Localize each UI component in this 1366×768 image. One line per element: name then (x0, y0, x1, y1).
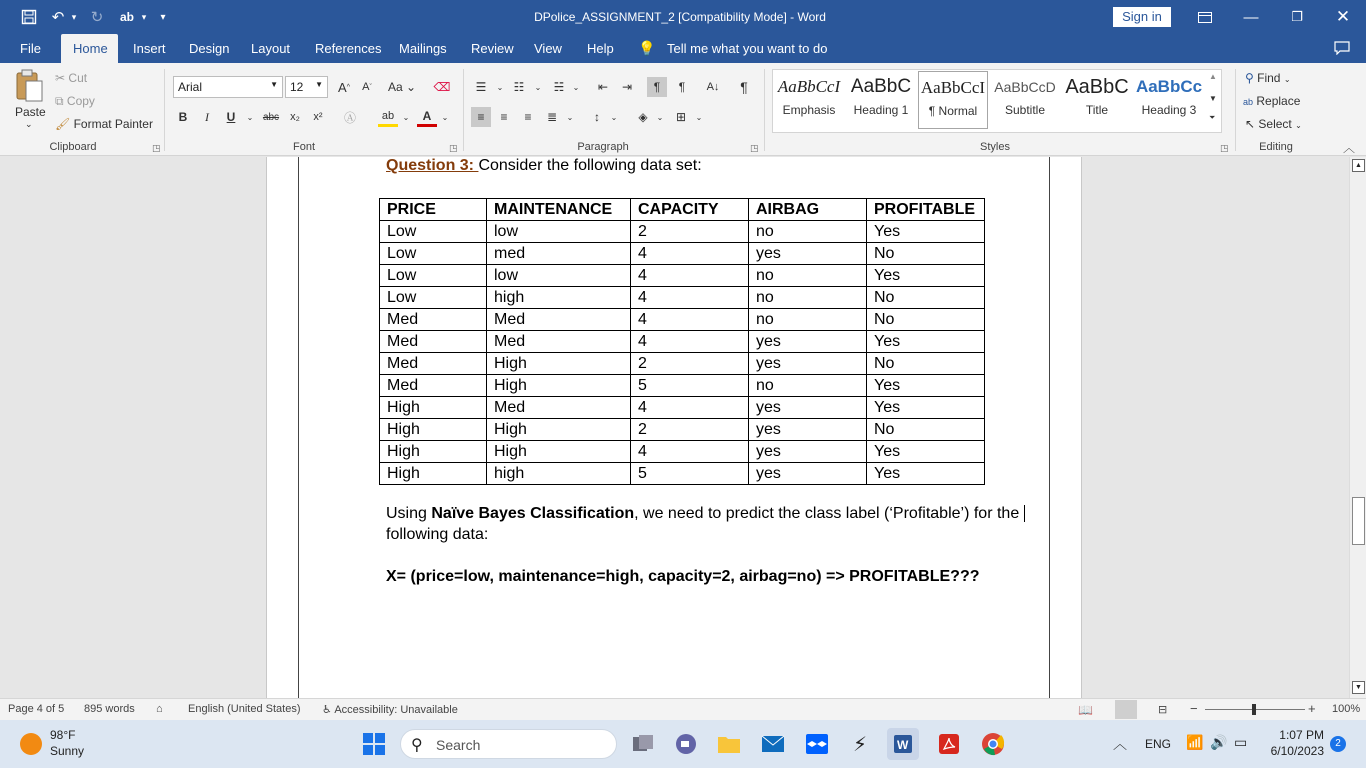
volume-icon[interactable]: 🔊 (1210, 734, 1228, 750)
page-border-right (1049, 157, 1050, 698)
clipboard-group-label: Clipboard (49, 141, 97, 153)
table-row (380, 309, 985, 331)
dropbox-icon[interactable] (801, 728, 833, 760)
shading-dropdown-icon[interactable]: ⌄ (656, 112, 664, 122)
align-right-icon[interactable]: ≡ (524, 110, 532, 124)
table-cell: low (487, 221, 631, 243)
table-cell: Low (380, 265, 487, 287)
table-cell: yes (749, 441, 867, 463)
data-table (379, 198, 985, 485)
app-icon[interactable]: ⚡ (852, 733, 868, 756)
restore-icon[interactable]: ❐ (1291, 9, 1303, 24)
table-cell: Med (487, 331, 631, 353)
styles-scroll-down-icon[interactable]: ▼ (1209, 94, 1217, 103)
table-cell: Med (380, 331, 487, 353)
table-cell: 5 (631, 463, 749, 485)
table-row (380, 287, 985, 309)
chevron-down-icon: ⌄ (1283, 75, 1291, 84)
font-launcher-icon[interactable]: ◳ (449, 143, 458, 153)
table-header: CAPACITY (631, 199, 749, 221)
status-bar (0, 698, 1366, 720)
table-cell: Yes (867, 375, 985, 397)
clock-date[interactable]: 6/10/2023 (1270, 744, 1324, 758)
spelling-dropdown-icon[interactable]: ▾ (141, 11, 147, 22)
multilevel-list-icon[interactable]: ☵ (553, 80, 565, 94)
ribbon-tabs (0, 34, 1366, 63)
tell-me-search[interactable]: Tell me what you want to do (667, 41, 828, 56)
question-text: Consider the following data set: (478, 157, 702, 174)
table-cell: 4 (631, 397, 749, 419)
customize-toolbar-icon[interactable]: ▾ (160, 11, 166, 23)
select-label: Select (1258, 117, 1292, 131)
scroll-up-icon[interactable]: ▲ (1352, 159, 1365, 172)
word-count[interactable]: 895 words (84, 703, 135, 715)
zoom-in-icon[interactable]: + (1308, 701, 1316, 716)
bold-icon[interactable]: B (178, 110, 188, 124)
borders-icon[interactable]: ⊞ (675, 110, 687, 124)
table-row (380, 331, 985, 353)
acrobat-icon[interactable] (933, 728, 965, 760)
chevron-down-icon: ▼ (270, 80, 278, 89)
accessibility-label: Accessibility: Unavailable (334, 704, 458, 716)
table-row (380, 375, 985, 397)
body-paragraph (386, 505, 1025, 523)
table-header: PRICE (380, 199, 487, 221)
line-spacing-dropdown-icon[interactable]: ⌄ (610, 112, 618, 122)
table-cell: no (749, 309, 867, 331)
para-bold-text: Naïve Bayes Classification (431, 505, 635, 522)
table-row (380, 463, 985, 485)
tab-view[interactable]: View (534, 41, 562, 56)
table-row (380, 419, 985, 441)
table-cell: Low (380, 221, 487, 243)
ribbon-display-options-icon[interactable] (1190, 0, 1220, 34)
tab-home[interactable]: Home (61, 34, 118, 63)
table-cell: No (867, 243, 985, 265)
format-painter-button[interactable] (55, 117, 153, 131)
table-header: PROFITABLE (867, 199, 985, 221)
table-cell: no (749, 221, 867, 243)
replace-icon: ab (1243, 97, 1254, 107)
table-cell: High (380, 419, 487, 441)
tab-help[interactable]: Help (587, 41, 614, 56)
font-name-select[interactable] (173, 76, 283, 98)
search-icon: ⚲ (1245, 71, 1254, 85)
table-cell: High (487, 375, 631, 397)
style-preview: AaBbCc (1135, 77, 1203, 96)
paste-button[interactable]: Paste (15, 105, 46, 119)
spelling-icon[interactable]: ab (119, 10, 134, 24)
taskbar (0, 720, 1366, 768)
copy-button[interactable] (55, 94, 95, 109)
table-row (380, 441, 985, 463)
align-left-icon[interactable]: ≡ (471, 107, 491, 127)
style-preview: AaBbCcD (994, 79, 1056, 95)
table-cell: 4 (631, 331, 749, 353)
copy-label: Copy (66, 94, 95, 108)
search-icon: ⚲ (411, 737, 423, 754)
page-border-left (298, 157, 299, 698)
table-cell: Yes (867, 265, 985, 287)
table-cell: 4 (631, 441, 749, 463)
window-title: DPolice_ASSIGNMENT_2 [Compatibility Mode] - Word (534, 10, 826, 24)
superscript-icon[interactable]: x² (313, 111, 323, 123)
style-name: Heading 1 (853, 103, 909, 117)
bullets-dropdown-icon[interactable]: ⌄ (496, 82, 504, 92)
divider (463, 69, 464, 151)
scissors-icon: ✂ (55, 71, 66, 85)
table-cell: High (487, 353, 631, 375)
paragraph-launcher-icon[interactable]: ◳ (750, 143, 759, 153)
table-row (380, 243, 985, 265)
style-subtitle[interactable] (990, 71, 1060, 129)
clear-formatting-icon[interactable]: ⌫ (433, 80, 451, 94)
style-name: Heading 3 (1141, 103, 1197, 117)
weather-sun-icon[interactable] (20, 733, 42, 755)
style-preview: AaBbC (850, 76, 912, 97)
web-layout-icon[interactable]: ⊟ (1158, 704, 1168, 716)
minimize-icon[interactable]: — (1243, 8, 1259, 26)
font-name-value: Arial (178, 80, 203, 94)
table-cell: Yes (867, 397, 985, 419)
zoom-slider-thumb[interactable] (1252, 704, 1256, 715)
lightbulb-icon: 💡 (638, 40, 656, 56)
tab-design[interactable]: Design (189, 41, 230, 56)
sort-icon[interactable]: A↓ (706, 81, 720, 93)
input-language[interactable]: ENG (1145, 737, 1172, 751)
word-taskbar-icon[interactable] (887, 728, 919, 760)
table-cell: yes (749, 243, 867, 265)
table-header: AIRBAG (749, 199, 867, 221)
numbering-icon[interactable]: ☷ (513, 80, 525, 94)
table-cell: High (487, 419, 631, 441)
find-button[interactable] (1245, 71, 1291, 85)
comments-icon[interactable] (1334, 41, 1350, 58)
styles-group-label: Styles (980, 141, 1010, 153)
table-cell: High (380, 441, 487, 463)
table-cell: yes (749, 353, 867, 375)
document-area (0, 157, 1349, 698)
strikethrough-icon[interactable]: abc (262, 111, 280, 123)
print-layout-icon[interactable] (1115, 700, 1137, 719)
table-row (380, 397, 985, 419)
table-cell: no (749, 265, 867, 287)
table-cell: Med (380, 353, 487, 375)
question-heading (386, 157, 702, 175)
numbering-dropdown-icon[interactable]: ⌄ (534, 82, 542, 92)
style-heading-3[interactable] (1134, 71, 1204, 129)
justify-icon[interactable]: ≣ (546, 110, 558, 124)
tab-layout[interactable]: Layout (251, 41, 291, 56)
weather-temp[interactable]: 98°F (50, 728, 76, 742)
vertical-scrollbar[interactable] (1349, 157, 1366, 698)
table-cell: Med (380, 375, 487, 397)
brush-icon: 🖌 (55, 117, 71, 131)
borders-dropdown-icon[interactable]: ⌄ (695, 112, 703, 122)
cut-button[interactable] (55, 71, 87, 85)
paragraph-group-label: Paragraph (577, 141, 629, 153)
table-row (380, 221, 985, 243)
grow-font-icon[interactable]: A ^ (338, 79, 350, 95)
sign-in-button[interactable]: Sign in (1113, 7, 1171, 27)
table-cell: Med (487, 397, 631, 419)
styles-scroll-up-icon[interactable]: ▲ (1209, 72, 1217, 81)
highlight-dropdown-icon[interactable]: ⌄ (402, 112, 410, 122)
table-row (380, 265, 985, 287)
zoom-level[interactable]: 100% (1332, 703, 1361, 715)
table-cell: 4 (631, 265, 749, 287)
notification-badge[interactable]: 2 (1330, 736, 1346, 752)
format-painter-label: Format Painter (73, 117, 153, 131)
table-cell: 2 (631, 419, 749, 441)
table-cell: 4 (631, 287, 749, 309)
accessibility-icon: ♿ (322, 704, 332, 716)
accessibility-status[interactable] (322, 703, 458, 716)
weather-condition[interactable]: Sunny (50, 744, 85, 758)
table-cell: Yes (867, 463, 985, 485)
paste-dropdown-icon[interactable]: ⌄ (25, 119, 33, 129)
file-explorer-icon[interactable] (713, 728, 745, 760)
undo-dropdown-icon[interactable]: ▾ (71, 11, 77, 22)
scroll-down-icon[interactable]: ▼ (1352, 681, 1365, 694)
language[interactable]: English (United States) (188, 703, 301, 715)
rtl-direction-icon[interactable]: ¶ (678, 80, 686, 94)
proofing-icon[interactable]: ⌂ (156, 703, 163, 715)
tab-review[interactable]: Review (471, 41, 514, 56)
style-preview: AaBbCcI (920, 78, 986, 97)
style-emphasis[interactable] (774, 71, 844, 129)
table-cell: low (487, 265, 631, 287)
italic-icon[interactable]: I (205, 109, 209, 124)
divider (164, 69, 165, 151)
page-count[interactable]: Page 4 of 5 (8, 703, 65, 715)
table-cell: High (487, 441, 631, 463)
style-heading-1[interactable] (846, 71, 916, 129)
styles-more-icon[interactable]: ⏷ (1209, 113, 1216, 122)
table-cell: No (867, 287, 985, 309)
font-color-dropdown-icon[interactable]: ⌄ (441, 112, 449, 122)
clipboard-launcher-icon[interactable]: ◳ (152, 143, 161, 153)
text-cursor (1024, 505, 1025, 522)
taskbar-search[interactable] (400, 729, 617, 759)
table-cell: No (867, 419, 985, 441)
table-cell: 2 (631, 353, 749, 375)
table-cell: yes (749, 331, 867, 353)
query-line: X= (price=low, maintenance=high, capacity=2, airbag=no) => PROFITABLE??? (386, 568, 980, 585)
table-header-row (380, 199, 985, 221)
para-text: Using (386, 505, 432, 522)
tab-references[interactable]: References (315, 41, 382, 56)
table-cell: high (487, 463, 631, 485)
decrease-indent-icon[interactable]: ⇤ (597, 80, 609, 94)
start-button[interactable] (358, 728, 390, 760)
align-center-icon[interactable]: ≡ (500, 110, 508, 124)
table-cell: Low (380, 243, 487, 265)
tab-file[interactable]: File (20, 41, 41, 56)
tab-mailings[interactable]: Mailings (399, 41, 447, 56)
system-tray-chevron-icon[interactable]: ︿ (1113, 736, 1127, 752)
cut-label: Cut (68, 71, 88, 85)
scroll-thumb[interactable] (1352, 497, 1365, 545)
divider (764, 69, 765, 151)
tab-insert[interactable]: Insert (133, 41, 166, 56)
search-placeholder: Search (436, 737, 481, 753)
shrink-font-icon[interactable]: A ˇ (362, 81, 372, 93)
battery-icon[interactable]: ▭ (1234, 734, 1248, 750)
table-cell: Yes (867, 221, 985, 243)
divider (1235, 69, 1236, 151)
style-name: Title (1085, 103, 1109, 117)
style-preview: AaBbC (1065, 76, 1129, 98)
style-title[interactable] (1062, 71, 1132, 129)
question-label: Question 3: (386, 157, 479, 174)
table-cell: med (487, 243, 631, 265)
text-effects-icon[interactable]: Ⓐ (343, 110, 356, 125)
paste-icon[interactable] (14, 69, 46, 105)
clock-time[interactable]: 1:07 PM (1279, 728, 1324, 742)
table-cell: high (487, 287, 631, 309)
wifi-icon[interactable]: 📶 (1186, 734, 1204, 750)
select-button[interactable] (1245, 117, 1302, 131)
para-text: , we need to predict the class label (‘Profitable’) for the (634, 505, 1020, 522)
table-cell: No (867, 353, 985, 375)
table-cell: Med (487, 309, 631, 331)
style-name: Subtitle (1004, 103, 1046, 117)
chevron-down-icon: ⌄ (1295, 121, 1302, 130)
replace-label: Replace (1256, 94, 1301, 108)
chrome-icon[interactable] (977, 728, 1009, 760)
ltr-direction-icon[interactable]: ¶ (647, 77, 667, 97)
collapse-ribbon-icon[interactable]: ︿ (1343, 141, 1356, 155)
table-cell: Yes (867, 331, 985, 353)
document-page[interactable] (266, 157, 1082, 698)
style-name: ¶ Normal (928, 104, 978, 118)
table-cell: no (749, 375, 867, 397)
close-icon[interactable]: ✕ (1335, 7, 1351, 26)
title-bar (0, 0, 1366, 34)
table-cell: High (380, 463, 487, 485)
style-name: Emphasis (782, 103, 836, 117)
redo-icon[interactable]: ↻ (90, 9, 104, 26)
read-mode-icon[interactable]: 📖 (1078, 703, 1093, 717)
styles-launcher-icon[interactable]: ◳ (1220, 143, 1229, 153)
font-size-select[interactable] (285, 76, 328, 98)
replace-button[interactable] (1243, 94, 1300, 108)
table-cell: No (867, 309, 985, 331)
task-view-icon[interactable] (627, 728, 659, 760)
highlight-icon[interactable]: ab (378, 107, 398, 127)
svg-text:W: W (897, 738, 909, 752)
line-spacing-icon[interactable]: ↕ (594, 110, 600, 124)
copy-icon: ⧉ (55, 94, 64, 108)
shading-icon[interactable]: ◈ (638, 110, 648, 124)
show-formatting-marks-icon[interactable]: ¶ (740, 79, 748, 95)
ribbon (0, 63, 1366, 156)
table-cell: 5 (631, 375, 749, 397)
table-cell: 2 (631, 221, 749, 243)
table-cell: Yes (867, 441, 985, 463)
style-normal[interactable] (918, 71, 988, 129)
undo-icon[interactable]: ↶ (51, 9, 65, 26)
meet-icon[interactable] (670, 728, 702, 760)
font-color-icon[interactable]: A (417, 107, 437, 127)
table-cell: High (380, 397, 487, 419)
multilevel-dropdown-icon[interactable]: ⌄ (572, 82, 580, 92)
chevron-down-icon: ▼ (315, 80, 323, 89)
font-group-label: Font (292, 141, 315, 153)
zoom-out-icon[interactable]: − (1190, 701, 1198, 716)
save-icon[interactable] (16, 0, 42, 34)
table-cell: yes (749, 463, 867, 485)
table-cell: 4 (631, 309, 749, 331)
table-cell: 4 (631, 243, 749, 265)
body-paragraph-line-2: following data: (386, 526, 489, 543)
change-case-icon[interactable]: Aa ⌄ (387, 80, 417, 94)
underline-dropdown-icon[interactable]: ⌄ (246, 112, 254, 122)
justify-dropdown-icon[interactable]: ⌄ (566, 112, 574, 122)
table-cell: no (749, 287, 867, 309)
table-cell: yes (749, 397, 867, 419)
style-preview: AaBbCcI (777, 77, 841, 96)
cursor-icon: ↖ (1245, 117, 1256, 131)
table-header: MAINTENANCE (487, 199, 631, 221)
font-size-value: 12 (290, 80, 304, 94)
find-label: Find (1257, 71, 1281, 85)
editing-group-label: Editing (1259, 141, 1293, 153)
mail-icon[interactable] (757, 728, 789, 760)
subscript-icon[interactable]: x₂ (290, 111, 300, 123)
bullets-icon[interactable]: ☰ (475, 80, 487, 94)
table-cell: yes (749, 419, 867, 441)
table-row (380, 353, 985, 375)
increase-indent-icon[interactable]: ⇥ (621, 80, 633, 94)
table-cell: Low (380, 287, 487, 309)
table-cell: Med (380, 309, 487, 331)
underline-icon[interactable]: U (226, 110, 236, 124)
